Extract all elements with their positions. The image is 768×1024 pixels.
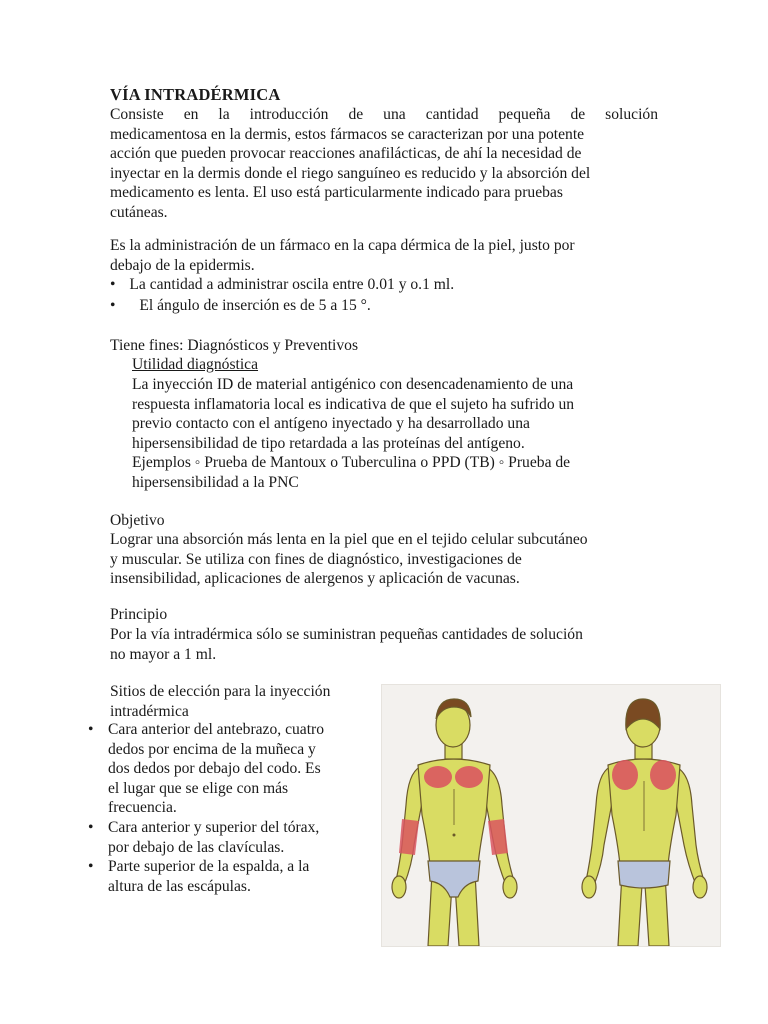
utilidad-line [132,434,652,454]
principio-line: Por la vía intradérmica sólo se suministran pequeñas cantidades de solución [110,626,583,643]
sitio-bullet-marker: • [88,819,94,836]
principio-line: no mayor a 1 ml. [110,645,217,663]
sitios-heading-line: intradérmica [110,702,189,720]
objetivo-paragraph [110,530,658,589]
sitio-item [108,818,378,857]
sitio-line: altura de las escápulas. [108,877,251,895]
page-title: VÍA INTRADÉRMICA [110,85,281,104]
intro-paragraph [110,105,658,223]
intro-line: inyectar en la dermis donde el riego sanguíneo es reducido y la absorción del [110,164,591,182]
utilidad-line-text: hipersensibilidad de tipo retardada a las proteínas del antígeno. [132,434,525,452]
utilidad-paragraph [132,375,652,493]
sitios-heading-line: Sitios de elección para la inyección [110,683,331,700]
intro-line: medicamentosa en la dermis, estos fármacos se caracterizan por una potente [110,125,585,143]
utilidad-line: respuesta inflamatoria local es indicativa de que el sujeto ha sufrido un [132,395,575,413]
fines-line: Tiene fines: Diagnósticos y Preventivos [110,337,359,354]
admin-bullet-text: El ángulo de inserción es de 5 a 15 °. [139,297,371,314]
admin-bullet [110,296,371,316]
sitio-bullet-marker: • [88,858,94,875]
intro-line: Consiste en la introducción de una cantidad pequeña de solución [110,106,658,123]
sitios-heading [110,682,370,721]
sitio-line: por debajo de las clavículas. [108,838,285,856]
utilidad-line: hipersensibilidad a la PNC [132,473,299,491]
sitio-item [108,857,378,896]
utilidad-line: Ejemplos ◦ Prueba de Mantoux o Tuberculina o PPD (TB) ◦ Prueba de [132,454,571,472]
intro-line: cutáneas. [110,203,168,221]
front-figure [392,699,517,946]
back-figure [582,699,707,946]
principio-paragraph [110,625,658,664]
sitio-line: Cara anterior y superior del tórax, [108,819,320,836]
objetivo-line: Lograr una absorción más lenta en la piel que en el tejido celular subcutáneo [110,531,588,548]
bullet-marker: • [110,276,116,293]
utilidad-line: La inyección ID de material antigénico con desencadenamiento de una [132,376,574,393]
sitio-line: dedos por encima de la muñeca y [108,740,316,758]
admin-bullet [110,275,454,295]
sitio-bullet-marker: • [88,721,94,738]
utilidad-line: previo contacto con el antígeno inyectado y ha desarrollado una [132,415,530,433]
admin-paragraph [110,236,658,275]
bullet-marker: • [110,297,116,314]
sitio-line: frecuencia. [108,799,177,817]
sitio-line: Cara anterior del antebrazo, cuatro [108,721,325,738]
admin-bullet-text: La cantidad a administrar oscila entre 0.01 y o.1 ml. [129,276,455,293]
objetivo-line: y muscular. Se utiliza con fines de diagnóstico, investigaciones de [110,550,522,568]
sitio-line: el lugar que se elige con más [108,779,289,797]
objetivo-line: insensibilidad, aplicaciones de alergenos y aplicación de vacunas. [110,570,520,588]
objetivo-heading: Objetivo [110,512,165,529]
anatomy-front-back-illustration [381,684,721,947]
principio-heading: Principio [110,606,168,623]
sitio-line: dos dedos por debajo del codo. Es [108,760,321,778]
intro-line: acción que pueden provocar reacciones anafilácticas, de ahí la necesidad de [110,145,582,163]
anatomy-svg [382,685,720,946]
utilidad-heading: Utilidad diagnóstica [132,356,259,373]
admin-line: Es la administración de un fármaco en la capa dérmica de la piel, justo por [110,237,575,254]
sitio-line: Parte superior de la espalda, a la [108,858,310,875]
admin-line: debajo de la epidermis. [110,256,255,274]
sitio-item [108,720,378,818]
intro-line: medicamento es lenta. El uso está particularmente indicado para pruebas [110,184,563,202]
